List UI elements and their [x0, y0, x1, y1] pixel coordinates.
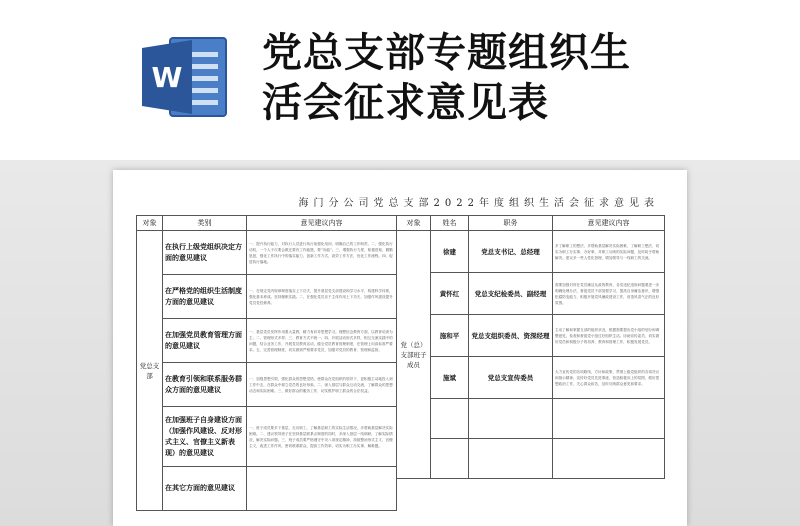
header — [0, 0, 800, 160]
page-title-line-1: 党总支部专题组织生 — [262, 30, 631, 76]
category-cell: 在其它方面的意见建议 — [163, 467, 247, 511]
position-cell: 党总支书记、总经理 — [469, 231, 553, 273]
name-cell — [431, 399, 469, 439]
position-cell: 党总支组织委员、资深经理 — [469, 315, 553, 357]
table-row — [137, 275, 397, 319]
svg-text:W: W — [151, 61, 183, 94]
category-cell: 在加强党员教育管理方面的意见建议 — [163, 319, 247, 363]
name-cell: 黄怀红 — [431, 273, 469, 315]
position-cell: 党总支宣传委员 — [469, 357, 553, 399]
page-title-line-2: 活会征求意见表 — [262, 80, 549, 126]
category-cell: 在执行上级党组织决定方面的意见建议 — [163, 231, 247, 275]
header-cell: 类别 — [163, 216, 247, 231]
table-row — [137, 363, 397, 407]
preview-stage — [0, 160, 800, 526]
position-cell — [469, 399, 553, 439]
content-cell: 一、在规定党内规章制度落实上下功夫，提升基层党支部建设和学习水平，构建科学体系，强化基本养成。坚持履职实践。二、在强化党员乐于主体作用上下功夫，加强作风建设提升党员党性修养。 — [247, 275, 397, 319]
content-cell: 多了解职工的想法，多帮助基层解决实际困难，了解职工想法，切实为职工办实事、办好事，对职工反映的实际问题，及时给予帮助解决。建议多一些人性化管理，增加领导与一线职工的交流。 — [553, 231, 665, 273]
content-cell: 主动了解和掌握支部的组织状况，根据需要提出党小组的划分和调整意见，检查和督促党小组过好组织生活。协助宣传委员，切实做好党员和积极分子的培养、教育和管理工作，积极发展党员。 — [553, 315, 665, 357]
table-row — [137, 407, 397, 467]
table-row — [397, 357, 665, 399]
name-cell — [431, 439, 469, 479]
header-cell: 对象 — [137, 216, 163, 231]
object-cell: 党总支部 — [137, 231, 163, 511]
table-row — [397, 273, 665, 315]
object-cell: 党（总）支部班子成员 — [397, 231, 431, 479]
document-title: 海门分公司党总支部2022年度组织生活会征求意见表 — [298, 198, 659, 209]
table-row — [397, 231, 665, 273]
table-row — [397, 399, 665, 439]
right-table — [396, 215, 665, 479]
category-cell: 在教育引领和联系服务群众方面的意见建议 — [163, 363, 247, 407]
position-cell: 党总支纪检委员、副经理 — [469, 273, 553, 315]
header-cell: 职务 — [469, 216, 553, 231]
content-cell: 一、基层党员发挥作用要大量教，精力有向导思想学习。理想信念教育方面，以教育培训为主；二、管理形式多样；三、教育方式不统一；四、开展活动形式多样，相互交流实践中的问题，结合业务工作，开展党员教育活动，健全党员教育管理制度，在管理上向高标准严要求。五、完善管理制度，切实做到严格要求党员，加强对党员的教育、管理和监督。 — [247, 319, 397, 363]
table-row — [137, 467, 397, 511]
table-row — [397, 439, 665, 479]
content-cell — [247, 467, 397, 511]
header-cell: 对象 — [397, 216, 431, 231]
table-row — [137, 319, 397, 363]
table-row — [137, 231, 397, 275]
left-table — [136, 215, 397, 511]
content-cell — [553, 399, 665, 439]
right-table-header-row — [397, 216, 665, 231]
name-cell: 施斌 — [431, 357, 469, 399]
name-cell: 施和平 — [431, 315, 469, 357]
content-cell: 一、加强思想引领，强化群众的思想觉悟，使群众在党组织的领导下，更积极主动地投入到工作中去，在群众中树立党员的良好形象。二、深入基层与群众互动交流，了解群众的思想动态和实际困难。三、做好群众的服务工作，切实维护职工群众的合法权益。 — [247, 363, 397, 407]
page-title — [262, 28, 702, 128]
content-cell: 大力宣传党的各项路线、方针和政策，贯彻上级党组织的各项决议和指示精神，宣传好党员先进事迹，营造积极向上的氛围，做好思想政治工作，关心群众疾苦，及时反映群众意见和要求。 — [553, 357, 665, 399]
content-cell: 一、提升执行能力，对执行人员进行执行前强化培训，明确自己的工作职责。二、强化执行动机，一个人不仅要会做还要有工作能愿，要“肯能”。三、增强执行力度，积极进取，勤勤恳恳，强化工作执行中的落实能力，创新工作方式，高效工作方法，优化工作流程。四、促进执行落地。 — [247, 231, 397, 275]
position-cell — [469, 439, 553, 479]
document-page — [113, 170, 687, 526]
content-cell — [553, 439, 665, 479]
category-cell: 在加强班子自身建设方面（加强作风建设、反对形式主义、官僚主义新表现）的意见建议 — [163, 407, 247, 467]
word-document-icon — [140, 28, 230, 124]
content-cell: 一、班子成员要多下基层，走访职工，了解基层职工的实际生活情况，多帮助基层解决实际困难。二、建议领导班子在坚持基层联系点制度的同时，多深入基层一线调研，了解实际情况，解决实际问题。三、班子成员要严格遵守中央八项规定精神，持续整治形式主义、官僚主义，改进工作作风，密切联系群众，提高工作效率，切实为职工办实事、解难题。 — [247, 407, 397, 467]
header-cell: 姓名 — [431, 216, 469, 231]
content-cell: 需要加强对所在党员廉洁从政的教育，各类违纪违规问题要进一步明确处理办法，督促党员干部加强学习，提高自身廉洁意识，增强拒腐防变能力，积极开展党风廉政建设工作，营造风清气正的良好氛围。 — [553, 273, 665, 315]
table-row — [397, 315, 665, 357]
left-table-header-row — [137, 216, 397, 231]
header-cell: 意见建议内容 — [247, 216, 397, 231]
name-cell: 徐建 — [431, 231, 469, 273]
category-cell: 在严格党的组织生活制度方面的意见建议 — [163, 275, 247, 319]
header-cell: 意见建议内容 — [553, 216, 665, 231]
